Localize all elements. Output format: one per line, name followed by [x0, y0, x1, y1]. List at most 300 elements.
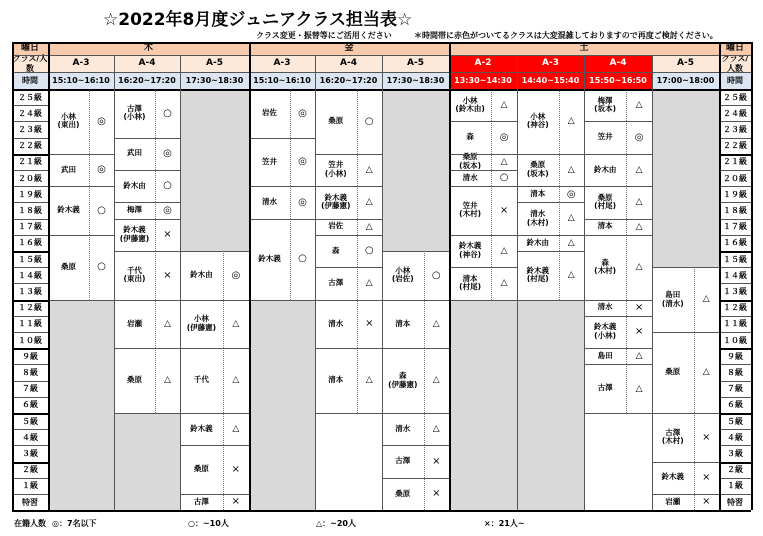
level-row-line	[12, 478, 48, 479]
level-label-right: １９級	[723, 189, 747, 199]
cell-border	[449, 235, 517, 236]
name-mark-divider	[424, 251, 425, 300]
level-label-left: ２４級	[18, 108, 42, 118]
class-cell-sat-a2-6-teacher: 鈴木義 (神谷)	[458, 241, 482, 259]
class-header-6: A-2	[474, 58, 492, 69]
class-cell-sat-a4-10-mark: △	[635, 383, 643, 394]
level-row-line	[719, 121, 751, 122]
class-col-divider	[652, 55, 653, 510]
day-label-left: 曜日	[20, 43, 39, 54]
class-col-divider	[584, 55, 585, 510]
class-cell-thu-a4-4-mark: ◎	[163, 204, 172, 216]
class-cell-thu-a5-4-mark: △	[232, 424, 240, 435]
cell-border	[517, 251, 584, 252]
cell-border	[382, 348, 449, 349]
level-label-left: ２３級	[18, 124, 42, 134]
level-label-left: １７級	[18, 222, 42, 232]
name-mark-divider	[559, 154, 560, 186]
level-row-line	[719, 478, 751, 479]
class-cell-sat-a4-9-teacher: 島田	[597, 350, 613, 360]
cell-border	[584, 413, 652, 414]
class-cell-fri-a4-1-teacher: 桑原	[328, 116, 344, 126]
class-header-9: A-5	[677, 58, 694, 69]
class-cell-sat-a5-1-teacher: 島田 (清水)	[661, 289, 684, 308]
class-cell-thu-a4-7-teacher: 岩瀬	[126, 318, 142, 328]
level-group-line	[719, 413, 751, 415]
name-mark-divider	[155, 89, 156, 138]
name-mark-divider	[357, 154, 358, 186]
day-divider	[249, 42, 251, 510]
class-cell-fri-a3-3-teacher: 清水	[261, 197, 277, 207]
name-mark-divider	[491, 121, 492, 153]
level-label-right: ２３級	[723, 124, 747, 134]
class-cell-thu-a4-1-teacher: 古澤 (小林)	[123, 103, 146, 122]
class-cell-sat-a5-5-teacher: 岩瀬	[665, 496, 681, 506]
cell-border	[382, 300, 449, 301]
cell-border	[180, 494, 249, 495]
class-cell-sat-a2-5-teacher: 笠井 (木村)	[459, 200, 481, 219]
cell-border	[315, 219, 382, 220]
level-group-line	[12, 251, 48, 253]
time-label-right: 時間	[727, 75, 743, 85]
class-cell-thu-a5-3-teacher: 千代	[193, 375, 209, 385]
class-cell-fri-a3-3-mark: ◎	[298, 196, 307, 208]
name-mark-divider	[290, 138, 291, 187]
legend-item-double-circle: ◎：7名以下	[52, 519, 97, 528]
class-cell-fri-a5-4-mark: △	[432, 424, 440, 435]
class-cell-fri-a4-7-mark: ×	[365, 318, 374, 330]
level-label-right: ８級	[727, 367, 743, 377]
level-row-line	[12, 445, 48, 446]
day-friday: 金	[344, 43, 354, 54]
level-label-right: １８級	[723, 205, 747, 215]
level-row-line	[719, 170, 751, 171]
level-row-line	[12, 202, 48, 203]
class-cell-fri-a3-4-teacher: 鈴木義	[258, 253, 281, 263]
level-row-line	[12, 121, 48, 122]
class-cell-fri-a3-2-mark: ◎	[298, 156, 307, 168]
time-header-4: 16:20~17:20	[319, 75, 378, 85]
cell-border	[180, 445, 249, 446]
time-header-6: 13:30~14:30	[454, 75, 512, 85]
name-mark-divider	[694, 462, 695, 494]
table-bottom-border	[12, 510, 751, 512]
level-group-line	[719, 251, 751, 253]
name-mark-divider	[357, 235, 358, 267]
level-row-line	[12, 105, 48, 106]
class-cell-sat-a2-1-teacher: 小林 (鈴木由)	[455, 95, 485, 114]
cell-border	[114, 251, 180, 252]
cell-border	[114, 202, 180, 203]
class-cell-fri-a4-8-teacher: 清本	[328, 375, 344, 385]
level-row-line	[12, 364, 48, 365]
class-cell-fri-a4-8-mark: △	[365, 375, 373, 386]
level-col-divider	[719, 42, 721, 510]
level-label-right: ２２級	[723, 141, 747, 151]
name-mark-divider	[424, 445, 425, 477]
cell-border	[517, 154, 584, 155]
level-label-left: １５級	[18, 254, 42, 264]
cell-border	[114, 413, 180, 414]
level-label-left: １０級	[18, 335, 42, 345]
name-mark-divider	[155, 348, 156, 413]
cell-border	[180, 251, 249, 252]
level-label-left: ８級	[22, 367, 38, 377]
cell-border	[584, 186, 652, 187]
level-label-right: ３級	[727, 448, 743, 458]
name-mark-divider	[694, 267, 695, 332]
class-cell-thu-a3-4-mark: ○	[97, 261, 106, 273]
class-cell-sat-a5-1-mark: △	[702, 294, 710, 305]
class-cell-sat-a4-6-teacher: 森 (木村)	[594, 257, 616, 276]
cell-border	[449, 300, 517, 301]
name-mark-divider	[223, 445, 224, 494]
class-cell-thu-a3-4-teacher: 桑原	[60, 261, 76, 271]
class-cell-sat-a4-7-mark: ×	[634, 301, 644, 313]
class-cell-sat-a4-9-mark: △	[635, 351, 643, 362]
cell-border	[382, 478, 449, 479]
level-row-line	[12, 138, 48, 139]
class-cell-fri-a3-1-mark: ◎	[298, 107, 307, 119]
class-cell-fri-a4-3-mark: △	[365, 197, 373, 208]
class-cell-thu-a4-4-teacher: 梅澤	[126, 205, 142, 215]
unavailable-block	[382, 89, 449, 251]
level-row-line	[12, 235, 48, 236]
class-cell-sat-a5-3-mark: ×	[702, 431, 711, 443]
name-mark-divider	[626, 186, 627, 218]
level-row-line	[719, 105, 751, 106]
level-label-right: ２級	[727, 465, 743, 475]
class-cell-thu-a5-6-mark: ×	[231, 496, 241, 508]
class-cell-fri-a4-2-mark: △	[365, 164, 373, 175]
level-label-left: １６級	[18, 238, 42, 248]
level-label-right: １７級	[723, 222, 747, 232]
name-mark-divider	[694, 494, 695, 510]
level-group-line	[12, 154, 48, 156]
page-title: ☆2022年8月度ジュニアクラス担当表☆	[103, 10, 413, 30]
level-label-right: ２１級	[723, 157, 747, 167]
level-label-left: ２２級	[18, 141, 42, 151]
class-col-divider	[180, 55, 181, 510]
level-label-right: １１級	[723, 319, 747, 329]
class-cell-sat-a3-5-mark: △	[567, 237, 575, 248]
level-row-line	[12, 332, 48, 333]
class-cell-fri-a4-5-teacher: 森	[332, 245, 340, 255]
class-cell-fri-a5-5-teacher: 古澤	[395, 456, 411, 466]
name-mark-divider	[424, 478, 425, 510]
class-header-3: A-3	[273, 58, 291, 69]
day-thursday: 木	[143, 43, 153, 54]
name-mark-divider	[155, 300, 156, 349]
class-cell-fri-a4-6-teacher: 古澤	[328, 278, 344, 288]
name-mark-divider	[559, 202, 560, 234]
level-label-left: ９級	[22, 351, 38, 361]
cell-border	[48, 235, 114, 236]
name-mark-divider	[626, 316, 627, 348]
class-cell-fri-a5-2-teacher: 清本	[395, 318, 411, 328]
name-mark-divider	[357, 219, 358, 235]
class-cell-thu-a3-3-mark: ○	[97, 204, 106, 216]
class-cell-sat-a4-3-teacher: 鈴木由	[593, 164, 617, 174]
unavailable-block	[48, 300, 114, 511]
level-row-line	[719, 494, 751, 495]
level-label-left: 特習	[22, 497, 38, 507]
class-cell-sat-a3-6-teacher: 鈴木義 (村尾)	[526, 265, 550, 284]
class-header-5: A-5	[407, 58, 424, 69]
class-cell-thu-a4-6-mark: ×	[163, 269, 172, 281]
level-row-line	[12, 283, 48, 284]
class-cell-fri-a5-6-teacher: 桑原	[395, 488, 411, 498]
class-cell-sat-a4-4-teacher: 桑原 (村尾)	[594, 192, 616, 211]
level-row-line	[12, 186, 48, 187]
class-cell-fri-a3-2-teacher: 笠井	[261, 156, 277, 166]
level-row-line	[719, 235, 751, 236]
class-cell-thu-a3-1-mark: ◎	[97, 115, 106, 127]
cell-border	[382, 445, 449, 446]
class-cell-sat-a4-2-teacher: 笠井	[597, 132, 613, 142]
level-label-right: １４級	[723, 270, 747, 280]
cell-border	[180, 300, 249, 301]
class-cell-sat-a2-2-mark: ◎	[499, 131, 509, 143]
header-top-border	[12, 42, 751, 44]
class-cell-fri-a3-4-mark: ○	[298, 253, 307, 265]
class-cell-fri-a5-3-teacher: 森 (伊藤憲)	[388, 370, 418, 389]
name-mark-divider	[357, 186, 358, 218]
unavailable-block	[449, 300, 517, 511]
cell-border	[652, 462, 719, 463]
time-label-left: 時間	[22, 75, 38, 85]
class-cell-sat-a4-8-teacher: 鈴木義 (小林)	[593, 322, 617, 340]
note-usage: クラス変更・振替等にご活用ください	[256, 31, 392, 40]
name-mark-divider	[155, 138, 156, 170]
class-cell-sat-a5-2-teacher: 桑原	[665, 367, 681, 377]
class-cell-sat-a4-2-mark: ◎	[634, 131, 644, 143]
name-mark-divider	[424, 413, 425, 445]
name-mark-divider	[223, 251, 224, 300]
class-cell-sat-a4-5-mark: △	[635, 221, 643, 232]
cell-border	[48, 186, 114, 187]
level-row-line	[719, 138, 751, 139]
level-label-left: １級	[22, 481, 38, 491]
class-cell-fri-a5-5-mark: ×	[432, 455, 441, 467]
name-mark-divider	[626, 89, 627, 121]
level-group-line	[12, 462, 48, 464]
time-header-1: 16:20~17:20	[118, 75, 176, 85]
level-row-line	[719, 429, 751, 430]
cell-border	[449, 267, 517, 268]
cell-border	[315, 348, 382, 349]
name-mark-divider	[424, 348, 425, 413]
class-cell-thu-a5-5-teacher: 桑原	[193, 464, 209, 474]
level-label-left: １８級	[18, 205, 42, 215]
class-cell-thu-a4-2-mark: ◎	[163, 148, 172, 160]
class-cell-sat-a5-5-mark: ×	[702, 496, 711, 508]
class-cell-sat-a5-3-teacher: 古澤 (木村)	[661, 427, 684, 446]
level-label-right: ２４級	[723, 108, 747, 118]
level-row-line	[12, 219, 48, 220]
unavailable-block	[517, 300, 584, 511]
cell-border	[114, 300, 180, 301]
level-label-right: ４級	[727, 432, 743, 442]
cell-border	[584, 348, 652, 349]
name-mark-divider	[491, 170, 492, 186]
level-label-left: １４級	[18, 270, 42, 280]
name-mark-divider	[357, 348, 358, 413]
level-row-line	[719, 219, 751, 220]
name-mark-divider	[491, 235, 492, 267]
class-cell-fri-a5-6-mark: ×	[432, 488, 441, 500]
name-mark-divider	[89, 235, 90, 300]
cell-border	[315, 154, 382, 155]
level-label-right: １５級	[723, 254, 747, 264]
class-cell-thu-a5-4-teacher: 鈴木義	[190, 423, 213, 433]
class-cell-sat-a2-7-teacher: 清本 (村尾)	[459, 273, 481, 292]
name-mark-divider	[491, 267, 492, 299]
class-cell-thu-a5-3-mark: △	[232, 375, 240, 386]
cell-border	[315, 413, 382, 414]
cell-border	[517, 202, 584, 203]
class-header-2: A-5	[206, 58, 223, 69]
class-cell-sat-a2-1-mark: △	[500, 100, 508, 111]
table-left-border	[12, 42, 14, 510]
level-label-left: １３級	[18, 286, 42, 296]
cell-border	[315, 186, 382, 187]
cell-border	[652, 332, 719, 333]
class-cell-sat-a2-5-mark: ×	[499, 204, 509, 216]
class-header-0: A-3	[72, 58, 90, 69]
name-mark-divider	[357, 267, 358, 299]
class-cell-sat-a4-3-mark: △	[635, 164, 643, 175]
level-row-line	[719, 332, 751, 333]
name-mark-divider	[290, 89, 291, 138]
class-cell-sat-a5-4-teacher: 鈴木義	[661, 472, 685, 482]
name-mark-divider	[559, 251, 560, 300]
level-label-left: １１級	[18, 319, 42, 329]
class-cell-fri-a4-6-mark: △	[365, 278, 373, 289]
note-crowded: ＊時間帯に赤色がついてるクラスは大変混雑しておりますので再度ご検討ください。	[414, 31, 718, 40]
class-cell-sat-a3-1-teacher: 小林 (神谷)	[526, 111, 549, 130]
class-label-left: クラス/人数	[12, 54, 48, 73]
level-row-line	[719, 202, 751, 203]
class-cell-sat-a3-4-teacher: 清水 (木村)	[526, 208, 549, 227]
name-mark-divider	[626, 121, 627, 153]
level-label-right: ７級	[727, 384, 743, 394]
name-mark-divider	[89, 154, 90, 186]
class-cell-sat-a4-5-teacher: 清本	[597, 221, 613, 231]
name-mark-divider	[223, 413, 224, 445]
class-cell-thu-a4-5-teacher: 鈴木義 (伊藤憲)	[119, 225, 150, 243]
cell-border	[382, 413, 449, 414]
cell-border	[315, 267, 382, 268]
class-cell-thu-a5-1-mark: ◎	[231, 269, 241, 281]
level-row-line	[719, 186, 751, 187]
name-mark-divider	[290, 186, 291, 218]
class-cell-thu-a4-8-teacher: 桑原	[126, 375, 142, 385]
class-cell-thu-a3-2-mark: ◎	[97, 164, 106, 176]
class-cell-sat-a4-10-teacher: 古澤	[597, 383, 613, 393]
class-cell-thu-a5-2-mark: △	[232, 318, 240, 329]
name-mark-divider	[491, 89, 492, 121]
unavailable-block	[180, 89, 249, 251]
class-col-divider	[114, 55, 115, 510]
class-cell-fri-a4-2-teacher: 笠井 (小林)	[324, 160, 347, 178]
level-row-line	[12, 170, 48, 171]
level-label-left: ２０級	[18, 173, 42, 183]
class-cell-fri-a4-1-mark: ○	[364, 115, 374, 127]
cell-border	[517, 300, 584, 301]
level-row-line	[12, 316, 48, 317]
level-label-right: ２５級	[723, 92, 747, 102]
level-row-line	[719, 381, 751, 382]
cell-border	[449, 154, 517, 155]
cell-border	[517, 235, 584, 236]
class-cell-thu-a5-5-mark: ×	[231, 463, 241, 475]
cell-border	[584, 300, 652, 301]
level-row-line	[12, 267, 48, 268]
level-label-right: ６級	[727, 400, 743, 410]
level-label-left: ４級	[22, 432, 38, 442]
name-mark-divider	[626, 154, 627, 186]
level-group-line	[12, 413, 48, 415]
name-mark-divider	[491, 154, 492, 170]
name-mark-divider	[626, 364, 627, 413]
name-mark-divider	[559, 235, 560, 251]
level-group-line	[719, 154, 751, 156]
level-label-right: ５級	[727, 416, 743, 426]
level-row-line	[719, 445, 751, 446]
class-cell-fri-a4-4-mark: △	[365, 221, 373, 232]
time-header-5: 17:30~18:30	[386, 75, 445, 85]
level-row-line	[719, 397, 751, 398]
class-cell-sat-a3-1-mark: △	[567, 116, 575, 127]
cell-border	[249, 300, 315, 301]
class-cell-sat-a4-8-mark: ×	[634, 326, 644, 338]
level-label-right: １級	[727, 481, 743, 491]
level-row-line	[719, 283, 751, 284]
level-label-right: ２０級	[723, 173, 747, 183]
cell-border	[584, 219, 652, 220]
level-label-left: ５級	[22, 416, 38, 426]
class-cell-sat-a3-4-mark: △	[567, 213, 575, 224]
cell-border	[517, 186, 584, 187]
level-label-left: ７級	[22, 384, 38, 394]
class-cell-sat-a2-3-mark: △	[500, 156, 508, 167]
cell-border	[180, 413, 249, 414]
level-group-line	[12, 348, 48, 350]
class-cell-sat-a4-4-mark: △	[635, 197, 643, 208]
time-header-9: 17:00~18:00	[656, 75, 715, 85]
cell-border	[652, 413, 719, 414]
class-cell-thu-a4-1-mark: ○	[163, 107, 172, 119]
level-label-left: ２１級	[18, 157, 42, 167]
class-cell-fri-a4-4-teacher: 岩佐	[328, 221, 344, 231]
cell-border	[48, 300, 114, 301]
class-cell-sat-a2-4-mark: ○	[499, 172, 509, 184]
class-cell-sat-a4-1-mark: △	[635, 100, 643, 111]
name-mark-divider	[694, 413, 695, 462]
level-row-line	[719, 267, 751, 268]
name-mark-divider	[626, 348, 627, 364]
level-row-line	[719, 316, 751, 317]
class-cell-thu-a3-3-teacher: 鈴木義	[57, 205, 80, 215]
time-header-8: 15:50~16:50	[589, 75, 647, 85]
name-mark-divider	[155, 251, 156, 300]
cell-border	[584, 235, 652, 236]
class-header-7: A-3	[542, 58, 559, 69]
name-mark-divider	[694, 332, 695, 413]
class-cell-fri-a5-4-teacher: 清水	[395, 423, 411, 433]
class-cell-thu-a4-5-mark: ×	[163, 229, 172, 241]
